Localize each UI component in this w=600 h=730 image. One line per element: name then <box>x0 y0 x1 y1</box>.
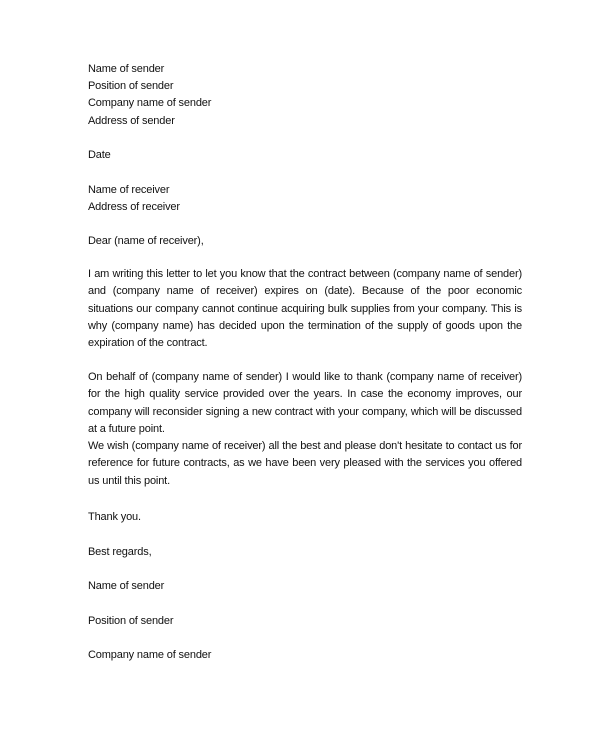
letter-date: Date <box>88 149 111 161</box>
body-paragraph: On behalf of (company name of sender) I would like to thank (company name of receiver) for the high quality service provided over the years. In case the economy improves, our company will reconsider signing a new contract with your company, which will be discussed at a future point. <box>88 371 522 435</box>
sender-address: Address of sender <box>88 115 175 127</box>
sender-position: Position of sender <box>88 80 174 92</box>
signature-position: Position of sender <box>88 615 174 627</box>
body-paragraph: We wish (company name of receiver) all the best and please don't hesitate to contact us for reference for future contracts, as we have been very pleased with the services you offered us until this point. <box>88 440 522 487</box>
closing-line: Best regards, <box>88 546 152 558</box>
body-paragraph: I am writing this letter to let you know that the contract between (company name of sender) and (company name of receiver) expires on (date). Because of the poor economic situations our company cannot continue acquiring bulk supplies from your company. This is why (company name) has decided upon the termination of the supply of goods upon the expiration of the contract. <box>88 268 522 349</box>
receiver-address: Address of receiver <box>88 201 180 213</box>
signature-name: Name of sender <box>88 580 165 592</box>
receiver-name: Name of receiver <box>88 184 170 196</box>
sender-company: Company name of sender <box>88 97 212 109</box>
signature-company: Company name of sender <box>88 649 212 661</box>
salutation: Dear (name of receiver), <box>88 235 204 247</box>
sender-name: Name of sender <box>88 63 165 75</box>
thanks-line: Thank you. <box>88 511 141 523</box>
